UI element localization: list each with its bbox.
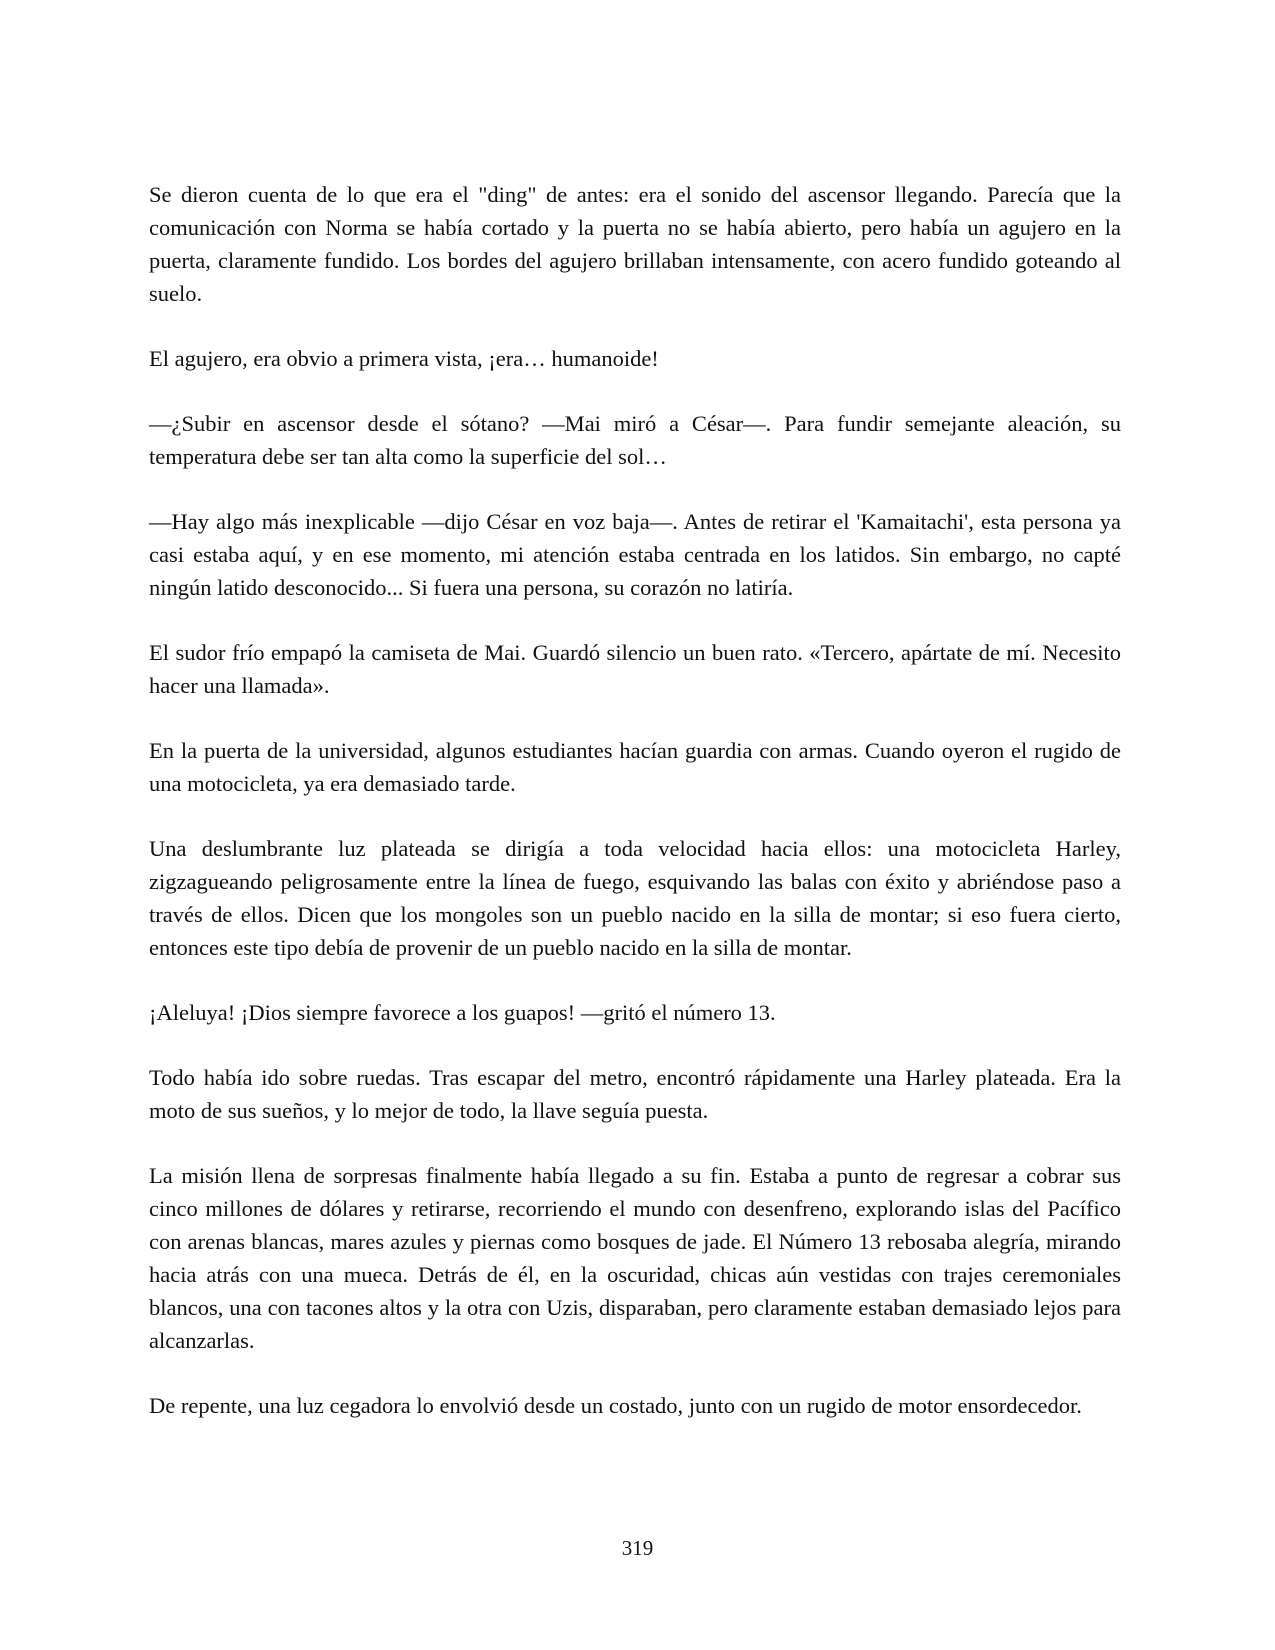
paragraph-9: Todo había ido sobre ruedas. Tras escapar del metro, encontró rápidamente una Harley plateada. Era la moto de sus sueños, y lo mejor de todo, la llave seguía puesta. — [149, 1065, 1121, 1123]
paragraph-3: —¿Subir en ascensor desde el sótano? —Mai miró a César—. Para fundir semejante aleación, su temperatura debe ser tan alta como la superficie del sol… — [149, 411, 1121, 469]
paragraph-10: La misión llena de sorpresas finalmente había llegado a su fin. Estaba a punto de regresar a cobrar sus cinco millones de dólares y retirarse, recorriendo el mundo con desenfreno, explorando islas del Pacífico con arenas blancas, mares azules y piernas como bosques de jade. El Número 13 rebosaba alegría, mirando hacia atrás con una mueca. Detrás de él, en la oscuridad, chicas aún vestidas con trajes ceremoniales blancos, una con tacones altos y la otra con Uzis, disparaban, pero claramente estaban demasiado lejos para alcanzarlas. — [149, 1163, 1121, 1353]
paragraph-2: El agujero, era obvio a primera vista, ¡era… humanoide! — [149, 346, 659, 371]
body-text — [149, 178, 1121, 1454]
page-number: 319 — [621, 1536, 654, 1560]
paragraph-4: —Hay algo más inexplicable —dijo César en voz baja—. Antes de retirar el 'Kamaitachi', esta persona ya casi estaba aquí, y en ese momento, mi atención estaba centrada en los latidos. Sin embargo, no capté ningún latido desconocido... Si fuera una persona, su corazón no latiría. — [149, 509, 1121, 600]
paragraph-5: El sudor frío empapó la camiseta de Mai. Guardó silencio un buen rato. «Tercero, apártate de mí. Necesito hacer una llamada». — [149, 640, 1121, 698]
paragraph-6: En la puerta de la universidad, algunos estudiantes hacían guardia con armas. Cuando oyeron el rugido de una motocicleta, ya era demasiado tarde. — [149, 738, 1121, 796]
paragraph-11: De repente, una luz cegadora lo envolvió desde un costado, junto con un rugido de motor ensordecedor. — [149, 1393, 1082, 1418]
paragraph-1: Se dieron cuenta de lo que era el "ding" de antes: era el sonido del ascensor llegando. Parecía que la comunicación con Norma se había cortado y la puerta no se había abierto, pero había un agujero en la puerta, claramente fundido. Los bordes del agujero brillaban intensamente, con acero fundido goteando al suelo. — [149, 182, 1121, 306]
paragraph-7: Una deslumbrante luz plateada se dirigía a toda velocidad hacia ellos: una motocicleta Harley, zigzagueando peligrosamente entre la línea de fuego, esquivando las balas con éxito y abriéndose paso a través de ellos. Dicen que los mongoles son un pueblo nacido en la silla de montar; si eso fuera cierto, entonces este tipo debía de provenir de un pueblo nacido en la silla de montar. — [149, 836, 1121, 960]
paragraph-8: ¡Aleluya! ¡Dios siempre favorece a los guapos! —gritó el número 13. — [149, 1000, 776, 1025]
